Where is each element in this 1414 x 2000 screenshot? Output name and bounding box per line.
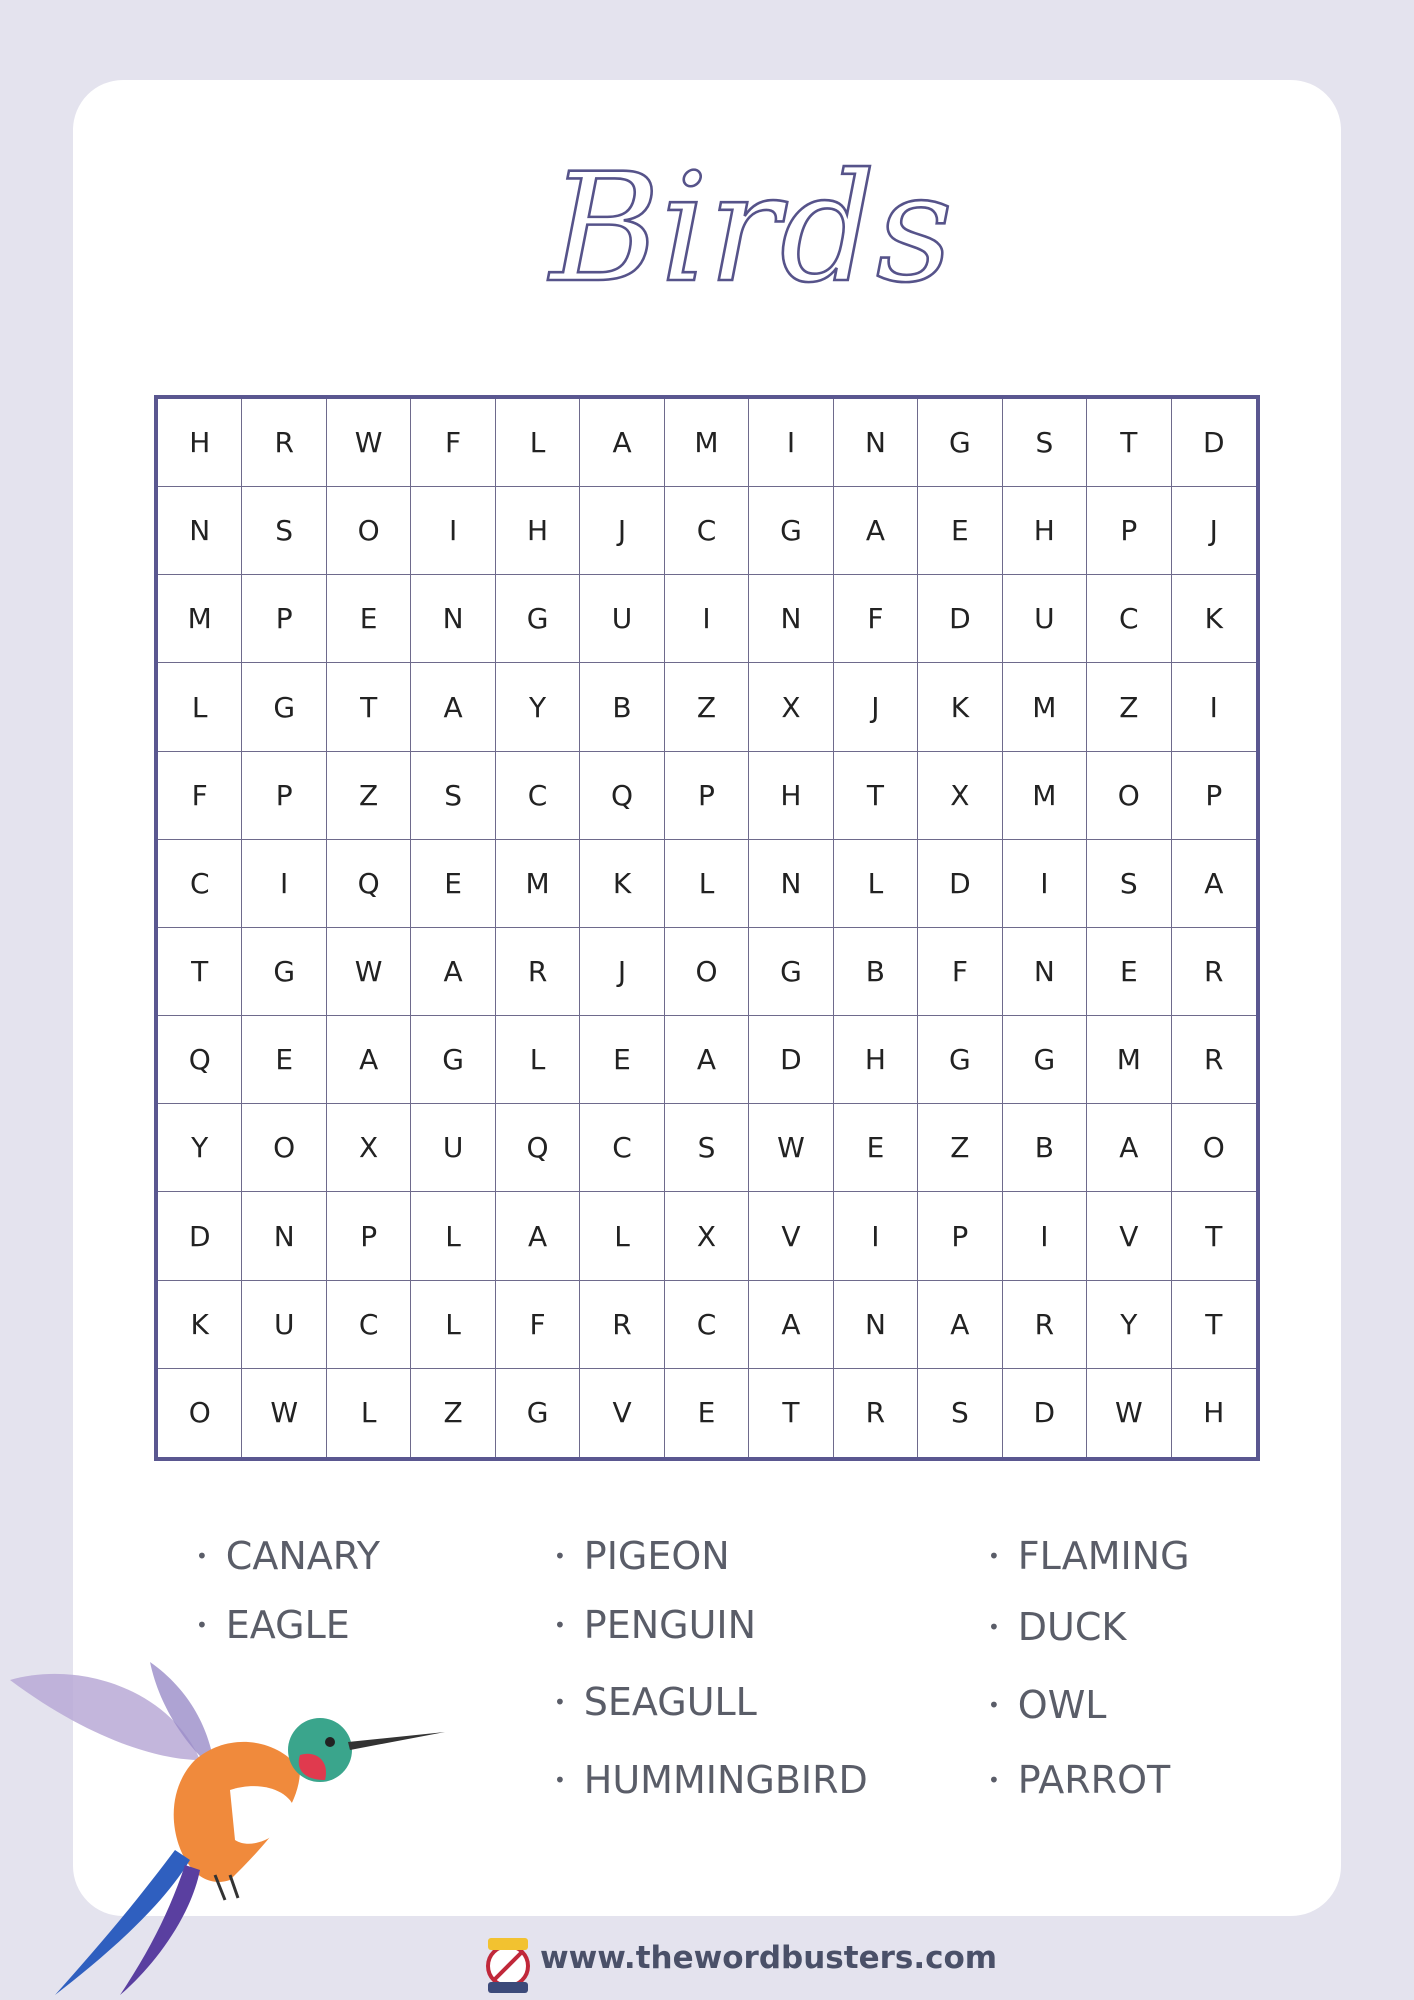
grid-cell[interactable]: P [242, 575, 326, 663]
grid-cell[interactable]: F [496, 1281, 580, 1369]
grid-cell[interactable]: I [1003, 840, 1087, 928]
grid-cell[interactable]: A [1087, 1104, 1171, 1192]
grid-cell[interactable]: T [1087, 399, 1171, 487]
grid-cell[interactable]: C [496, 752, 580, 840]
grid-cell[interactable]: Q [580, 752, 664, 840]
grid-cell[interactable]: U [411, 1104, 495, 1192]
grid-cell[interactable]: P [327, 1192, 411, 1280]
grid-cell[interactable]: Z [327, 752, 411, 840]
grid-cell[interactable]: P [665, 752, 749, 840]
word-list-item [988, 1534, 1190, 1578]
grid-cell[interactable]: N [749, 575, 833, 663]
grid-cell[interactable]: R [1003, 1281, 1087, 1369]
grid-cell[interactable]: A [749, 1281, 833, 1369]
grid-cell[interactable]: E [580, 1016, 664, 1104]
page-title [540, 130, 953, 330]
grid-cell[interactable]: J [580, 487, 664, 575]
word-label: SEAGULL [583, 1680, 757, 1724]
grid-cell[interactable]: S [1087, 840, 1171, 928]
grid-cell[interactable]: G [411, 1016, 495, 1104]
grid-cell[interactable]: I [411, 487, 495, 575]
grid-cell[interactable]: F [158, 752, 242, 840]
grid-cell[interactable]: G [496, 575, 580, 663]
grid-cell[interactable]: P [1087, 487, 1171, 575]
grid-cell[interactable]: V [580, 1369, 664, 1457]
grid-cell[interactable]: E [411, 840, 495, 928]
word-label: CANARY [225, 1534, 380, 1578]
grid-cell[interactable]: G [749, 928, 833, 1016]
grid-cell[interactable]: A [1172, 840, 1256, 928]
word-label: OWL [1017, 1683, 1107, 1727]
word-list-item [196, 1603, 350, 1647]
grid-cell[interactable]: D [918, 575, 1002, 663]
grid-cell[interactable]: C [665, 487, 749, 575]
grid-cell[interactable]: U [580, 575, 664, 663]
grid-cell[interactable]: D [158, 1192, 242, 1280]
grid-cell[interactable]: E [665, 1369, 749, 1457]
grid-cell[interactable]: S [665, 1104, 749, 1192]
bullet-icon: • [196, 1544, 208, 1568]
grid-cell[interactable]: O [665, 928, 749, 1016]
grid-cell[interactable]: A [834, 487, 918, 575]
grid-cell[interactable]: A [496, 1192, 580, 1280]
grid-cell[interactable]: W [1087, 1369, 1171, 1457]
grid-cell[interactable]: P [918, 1192, 1002, 1280]
grid-cell[interactable]: D [1172, 399, 1256, 487]
grid-cell[interactable]: S [1003, 399, 1087, 487]
grid-cell[interactable]: L [665, 840, 749, 928]
grid-cell[interactable]: S [242, 487, 326, 575]
grid-cell[interactable]: N [411, 575, 495, 663]
grid-cell[interactable]: S [411, 752, 495, 840]
grid-cell[interactable]: V [1087, 1192, 1171, 1280]
grid-cell[interactable]: X [327, 1104, 411, 1192]
grid-cell[interactable]: H [749, 752, 833, 840]
thewordbusters-logo [480, 1936, 536, 1994]
grid-cell[interactable]: L [158, 663, 242, 751]
grid-cell[interactable]: N [1003, 928, 1087, 1016]
grid-cell[interactable]: A [327, 1016, 411, 1104]
grid-cell[interactable]: B [580, 663, 664, 751]
grid-cell[interactable]: T [327, 663, 411, 751]
grid-cell[interactable]: K [158, 1281, 242, 1369]
grid-cell[interactable]: D [1003, 1369, 1087, 1457]
grid-cell[interactable]: C [158, 840, 242, 928]
grid-cell[interactable]: V [749, 1192, 833, 1280]
grid-cell[interactable]: J [834, 663, 918, 751]
grid-cell[interactable]: L [834, 840, 918, 928]
grid-cell[interactable]: Q [158, 1016, 242, 1104]
word-label: EAGLE [225, 1603, 350, 1647]
grid-cell[interactable]: H [1203, 1396, 1225, 1430]
word-label: DUCK [1017, 1605, 1127, 1649]
grid-cell[interactable]: T [1172, 1192, 1256, 1280]
grid-cell[interactable]: O [327, 487, 411, 575]
word-label: FLAMING [1017, 1534, 1190, 1578]
grid-cell[interactable]: A [411, 663, 495, 751]
word-label: HUMMINGBIRD [583, 1758, 868, 1802]
grid-cell[interactable]: R [242, 399, 326, 487]
grid-cell[interactable]: F [411, 399, 495, 487]
grid-cell[interactable]: L [496, 399, 580, 487]
word-list-item [196, 1534, 380, 1578]
grid-cell[interactable]: G [918, 399, 1002, 487]
grid-cell[interactable]: G [242, 663, 326, 751]
grid-cell[interactable]: U [1003, 575, 1087, 663]
grid-cell[interactable]: B [1003, 1104, 1087, 1192]
grid-cell[interactable]: R [1172, 928, 1256, 1016]
word-list-item [988, 1683, 1106, 1727]
bullet-icon: • [988, 1693, 1000, 1717]
grid-cell[interactable]: R [496, 928, 580, 1016]
grid-cell[interactable]: M [496, 840, 580, 928]
grid-cell[interactable]: F [834, 575, 918, 663]
grid-cell[interactable]: S [918, 1369, 1002, 1457]
grid-cell[interactable]: Q [327, 840, 411, 928]
grid-cell[interactable]: Z [918, 1104, 1002, 1192]
bullet-icon: • [988, 1615, 1000, 1639]
bullet-icon: • [988, 1768, 1000, 1792]
grid-cell[interactable]: H [158, 399, 242, 487]
word-label: PENGUIN [583, 1603, 757, 1647]
grid-cell[interactable]: O [1172, 1104, 1256, 1192]
title-text: Birds [550, 142, 953, 316]
grid-cell[interactable]: H [496, 487, 580, 575]
grid-cell[interactable]: C [665, 1281, 749, 1369]
grid-cell[interactable]: G [918, 1016, 1002, 1104]
website-link[interactable]: www.thewordbusters.com [540, 1940, 998, 1976]
grid-cell[interactable]: L [411, 1192, 495, 1280]
grid-cell[interactable]: D [749, 1016, 833, 1104]
grid-cell[interactable]: C [1087, 575, 1171, 663]
grid-cell[interactable]: X [749, 663, 833, 751]
word-list-item [554, 1603, 756, 1647]
grid-cell[interactable]: G [749, 487, 833, 575]
grid-cell[interactable]: R [1172, 1016, 1256, 1104]
grid-cell[interactable]: I [242, 840, 326, 928]
grid-cell[interactable]: L [411, 1281, 495, 1369]
grid-cell[interactable]: N [834, 1281, 918, 1369]
grid-cell[interactable]: W [327, 928, 411, 1016]
grid-cell[interactable]: E [242, 1016, 326, 1104]
bullet-icon: • [554, 1768, 566, 1792]
grid-cell[interactable]: M [665, 399, 749, 487]
grid-cell[interactable]: T [158, 928, 242, 1016]
grid-cell[interactable]: N [242, 1192, 326, 1280]
grid-cell[interactable]: O [158, 1369, 242, 1457]
grid-cell[interactable]: N [834, 399, 918, 487]
grid-cell[interactable]: T [749, 1369, 833, 1457]
grid-cell[interactable]: E [327, 575, 411, 663]
grid-cell[interactable]: W [749, 1104, 833, 1192]
grid-cell[interactable]: P [242, 752, 326, 840]
grid-cell[interactable]: H [834, 1016, 918, 1104]
word-label: PIGEON [583, 1534, 730, 1578]
grid-cell[interactable]: W [327, 399, 411, 487]
grid-cell[interactable]: N [158, 487, 242, 575]
grid-cell[interactable]: O [1087, 752, 1171, 840]
grid-cell[interactable]: I [1172, 663, 1256, 751]
hummingbird-illustration [0, 1650, 450, 2000]
grid-cell[interactable]: I [1003, 1192, 1087, 1280]
word-list-item [554, 1758, 868, 1802]
word-list-item [554, 1680, 757, 1724]
grid-cell[interactable]: K [580, 840, 664, 928]
grid-cell[interactable]: A [411, 928, 495, 1016]
grid-cell[interactable]: G [242, 928, 326, 1016]
grid-cell[interactable]: T [834, 752, 918, 840]
grid-cell[interactable]: Y [158, 1104, 242, 1192]
grid-cell[interactable]: D [918, 840, 1002, 928]
bullet-icon: • [554, 1544, 566, 1568]
grid-cell[interactable]: K [1172, 575, 1256, 663]
grid-cell[interactable]: O [242, 1104, 326, 1192]
grid-cell[interactable]: E [1087, 928, 1171, 1016]
grid-cell[interactable]: C [327, 1281, 411, 1369]
grid-cell[interactable]: M [1003, 752, 1087, 840]
grid-cell[interactable]: Z [411, 1369, 495, 1457]
word-label: PARROT [1017, 1758, 1171, 1802]
bullet-icon: • [554, 1690, 566, 1714]
grid-cell[interactable]: X [665, 1192, 749, 1280]
grid-cell[interactable]: Q [496, 1104, 580, 1192]
grid-cell[interactable]: Z [665, 663, 749, 751]
bullet-icon: • [196, 1613, 208, 1637]
grid-cell[interactable]: L [580, 1192, 664, 1280]
grid-cell[interactable]: L [327, 1369, 411, 1457]
grid-cell[interactable]: R [834, 1369, 918, 1457]
grid-cell[interactable]: G [496, 1369, 580, 1457]
grid-cell[interactable]: J [580, 928, 664, 1016]
grid-cell[interactable]: P [1172, 752, 1256, 840]
grid-cell[interactable]: I [834, 1192, 918, 1280]
grid-cell[interactable]: A [918, 1281, 1002, 1369]
grid-cell[interactable]: U [242, 1281, 326, 1369]
grid-cell[interactable]: L [496, 1016, 580, 1104]
word-list-item [988, 1605, 1126, 1649]
grid-cell[interactable]: X [918, 752, 1002, 840]
grid-cell[interactable]: C [580, 1104, 664, 1192]
bullet-icon: • [554, 1613, 566, 1637]
grid-cell[interactable]: I [665, 575, 749, 663]
word-list-item [988, 1758, 1170, 1802]
grid-cell[interactable]: A [580, 399, 664, 487]
grid-cell[interactable]: M [158, 575, 242, 663]
grid-cell[interactable]: Z [1087, 663, 1171, 751]
grid-cell[interactable]: F [918, 928, 1002, 1016]
grid-cell[interactable]: I [749, 399, 833, 487]
grid-cell[interactable]: N [749, 840, 833, 928]
grid-cell[interactable]: W [242, 1369, 326, 1457]
grid-cell[interactable]: J [1172, 487, 1256, 575]
grid-cell[interactable]: M [1087, 1016, 1171, 1104]
grid-cell[interactable]: R [580, 1281, 664, 1369]
grid-cell[interactable]: M [1003, 663, 1087, 751]
grid-cell[interactable]: A [665, 1016, 749, 1104]
grid-cell[interactable]: E [834, 1104, 918, 1192]
bullet-icon: • [988, 1544, 1000, 1568]
grid-cell[interactable]: E [918, 487, 1002, 575]
grid-cell[interactable]: H [1003, 487, 1087, 575]
grid-cell[interactable]: K [918, 663, 1002, 751]
word-search-grid [154, 395, 1260, 1461]
grid-cell[interactable]: T [1172, 1281, 1256, 1369]
word-list-item [554, 1534, 730, 1578]
grid-cell[interactable]: G [1003, 1016, 1087, 1104]
grid-cell[interactable]: Y [496, 663, 580, 751]
grid-cell[interactable]: Y [1087, 1281, 1171, 1369]
grid-cell[interactable]: B [834, 928, 918, 1016]
